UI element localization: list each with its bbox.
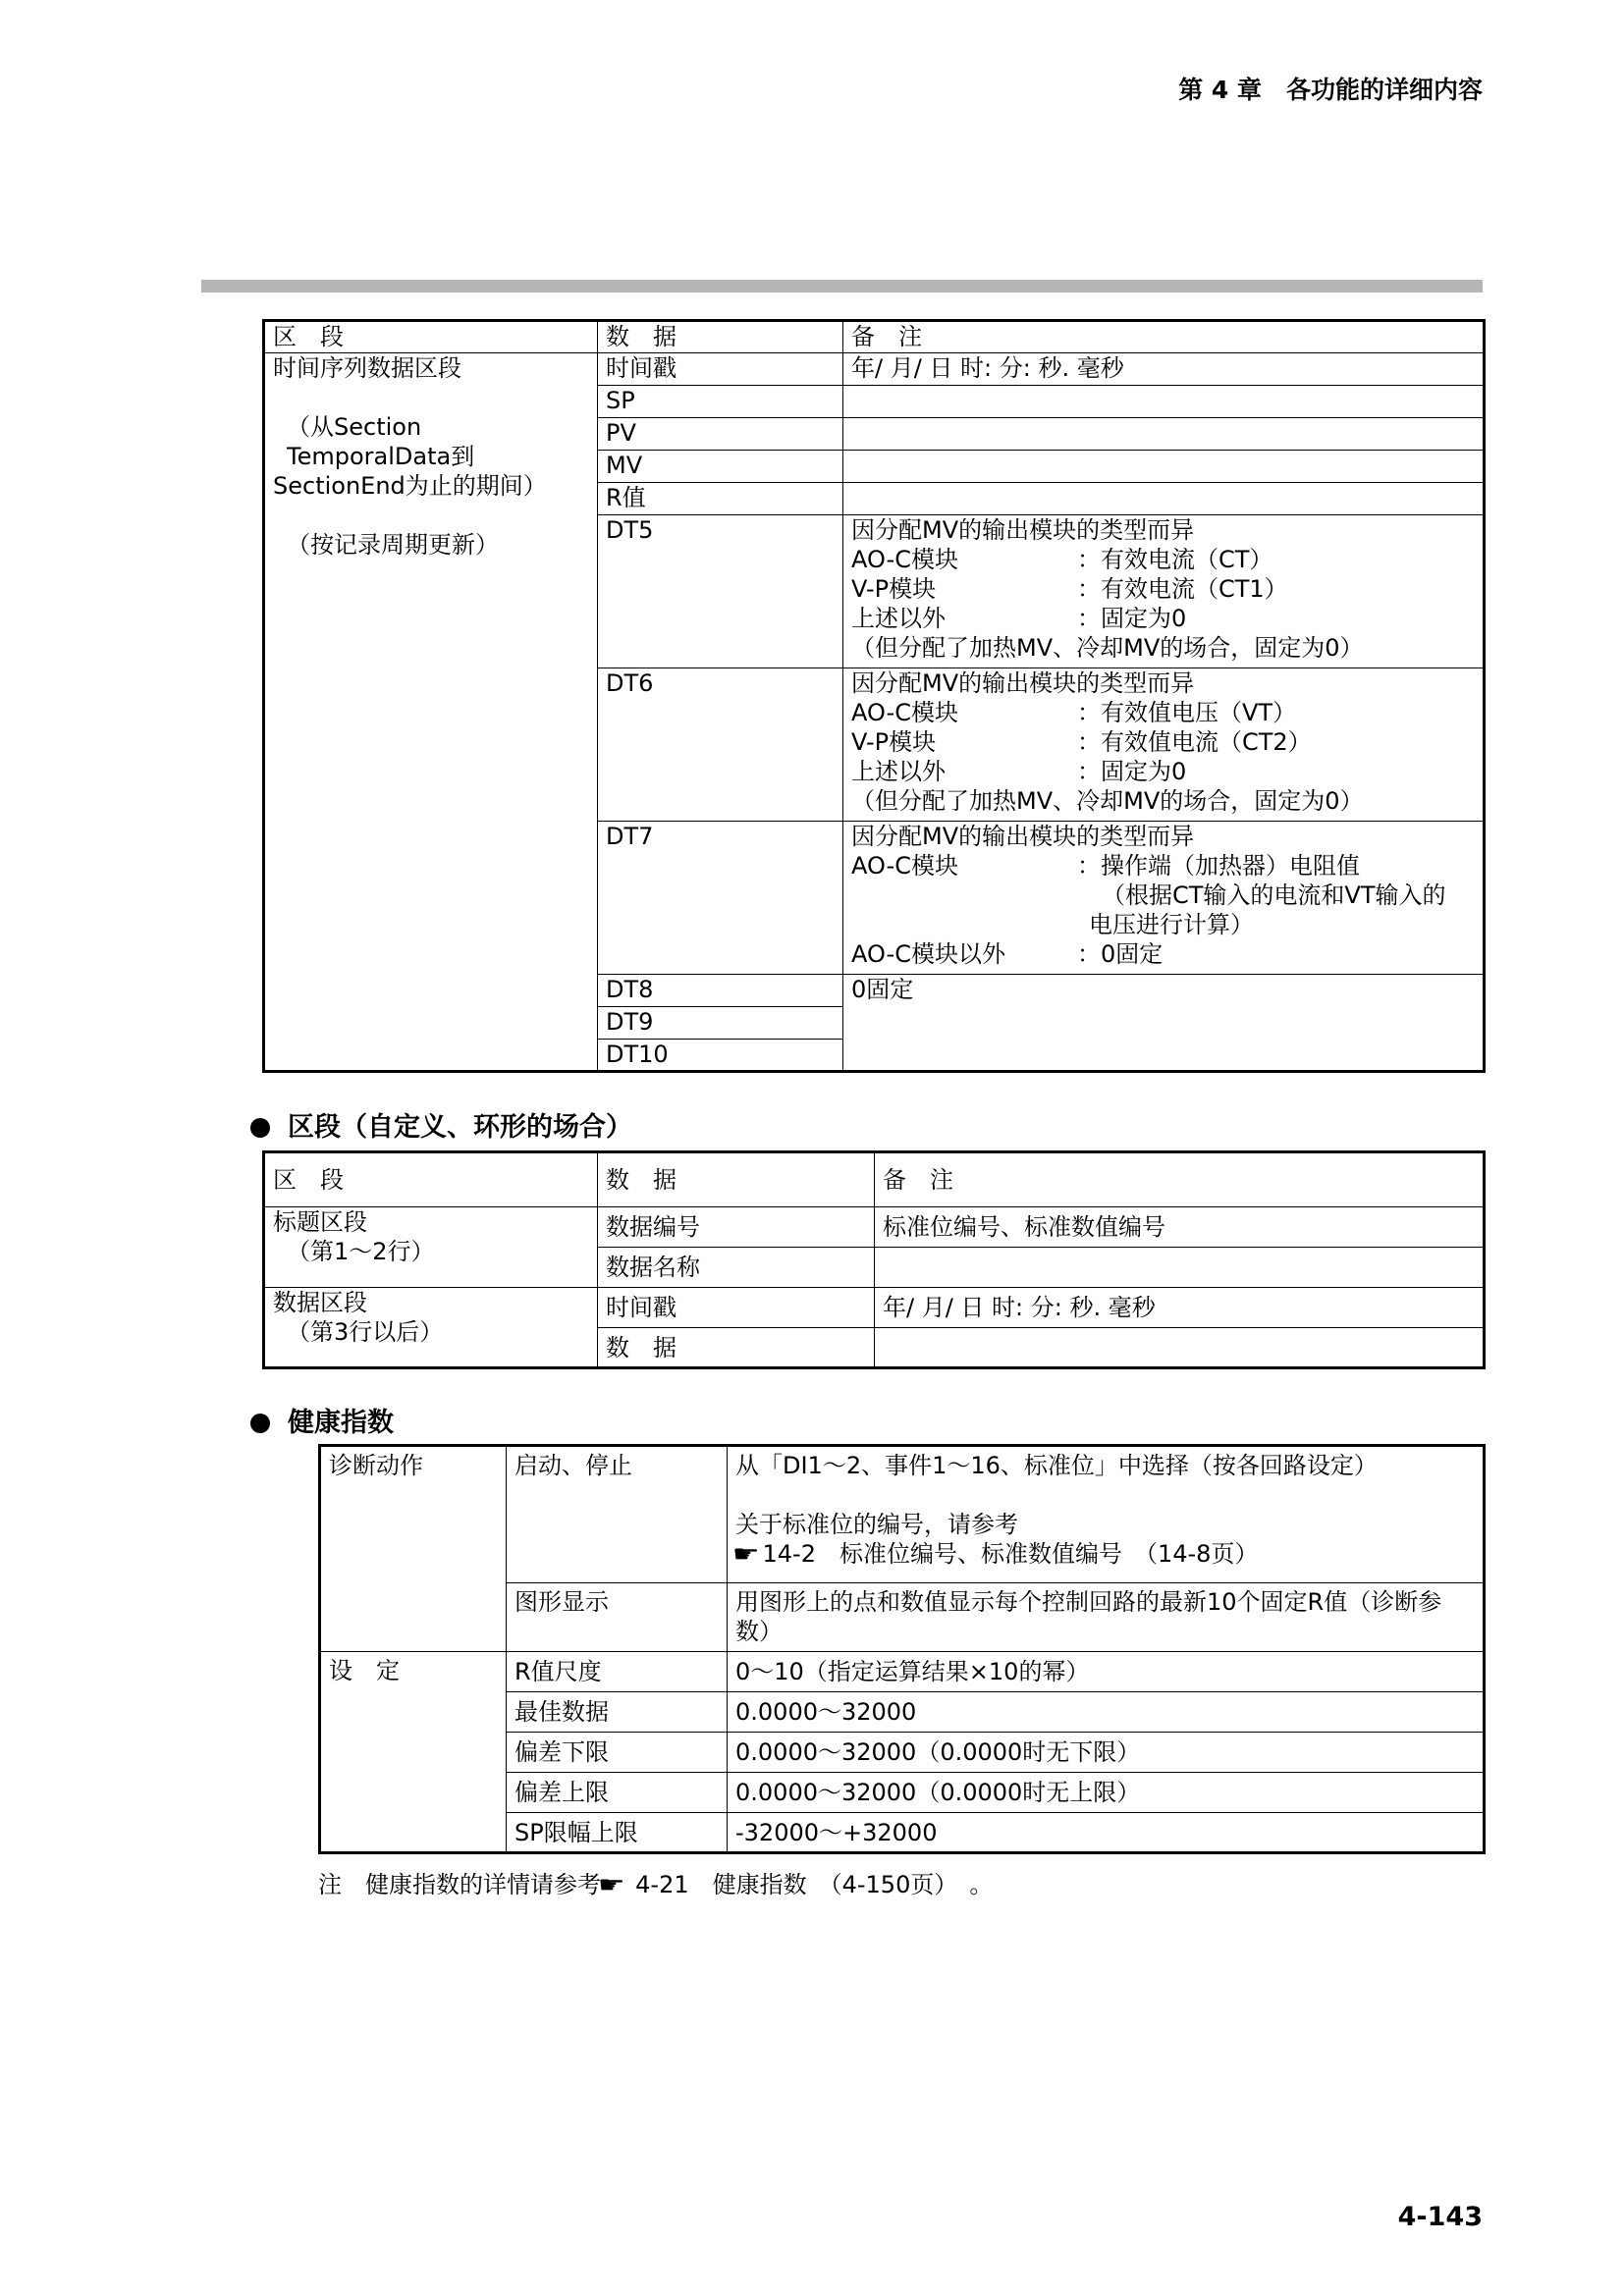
section-title: [250, 1401, 394, 1439]
desc-cell: 用图形上的点和数值显示每个控制回路的最新10个固定R值（诊断参数）: [728, 1583, 1485, 1652]
data-cell: 数据编号: [598, 1207, 875, 1248]
module-value: ：操作端（加热器）电阻值: [1077, 852, 1360, 880]
section-cell: [264, 353, 598, 1072]
section-cell: [264, 1207, 598, 1288]
header-cell: 数 据: [598, 1152, 875, 1207]
pointing-hand-icon: ☛: [597, 1871, 625, 1898]
desc-cell: 0.0000～32000（0.0000时无下限）: [728, 1733, 1485, 1773]
data-cell: PV: [598, 418, 843, 451]
footnote-reference[interactable]: 4-21 健康指数 （4-150页） 。: [627, 1871, 994, 1898]
header-cell: 数 据: [598, 321, 843, 353]
item-cell: SP限幅上限: [507, 1813, 728, 1853]
desc-cell: 0.0000～32000: [728, 1692, 1485, 1733]
reference-line: [731, 1539, 1475, 1569]
module-value: ：有效电流（CT1）: [1077, 575, 1288, 603]
section-range: （从Section TemporalData到: [287, 413, 475, 470]
section-title-text: 健康指数: [288, 1408, 394, 1438]
module-name: AO-C模块: [851, 699, 958, 726]
section-name: 标题区段: [273, 1208, 367, 1236]
chapter-header: 第 4 章 各功能的详细内容: [1178, 76, 1483, 104]
table-row: [320, 1652, 1485, 1692]
desc-cell: 0～10（指定运算结果×10的幂）: [728, 1652, 1485, 1692]
module-name: 上述以外: [851, 758, 946, 785]
item-cell: R值尺度: [507, 1652, 728, 1692]
remark-cell: [843, 515, 1485, 668]
remark-cell: [843, 451, 1485, 483]
desc-cell: -32000～+32000: [728, 1813, 1485, 1853]
pointing-hand-icon: ☛: [731, 1540, 760, 1568]
data-cell: SP: [598, 386, 843, 418]
reference-text[interactable]: 14-2 标准位编号、标准数值编号 （14-8页）: [762, 1540, 1259, 1568]
data-cell: 数 据: [598, 1328, 875, 1368]
module-value-cont: 电压进行计算）: [1089, 911, 1254, 938]
section-range: SectionEnd为止的期间）: [273, 472, 547, 500]
header-cell: 区 段: [264, 321, 598, 353]
item-cell: 图形显示: [507, 1583, 728, 1652]
table-row: [264, 1288, 1485, 1328]
health-index-table: [318, 1444, 1486, 1854]
module-name: AO-C模块: [851, 852, 958, 880]
header-cell: 区 段: [264, 1152, 598, 1207]
data-cell: DT5: [598, 515, 843, 668]
temporal-data-table: [262, 319, 1486, 1073]
module-name: V-P模块: [851, 728, 937, 756]
item-cell: 启动、停止: [507, 1446, 728, 1583]
module-value: ：有效值电压（VT）: [1077, 699, 1297, 726]
table-header-row: [264, 321, 1485, 353]
table-row: [320, 1446, 1485, 1583]
module-name: AO-C模块: [851, 546, 958, 573]
remark-cell: 标准位编号、标准数值编号: [875, 1207, 1485, 1248]
remark-cell: 0固定: [843, 975, 1485, 1072]
remark-cell: 年/ 月/ 日 时: 分: 秒. 毫秒: [875, 1288, 1485, 1328]
custom-section-table: [262, 1150, 1486, 1369]
data-cell: DT8: [598, 975, 843, 1007]
data-cell: DT10: [598, 1040, 843, 1072]
desc-cell: [728, 1446, 1485, 1583]
section-range: （第3行以后）: [287, 1318, 444, 1346]
data-cell: MV: [598, 451, 843, 483]
item-cell: 最佳数据: [507, 1692, 728, 1733]
remark-cell: [875, 1248, 1485, 1288]
section-name: 数据区段: [273, 1289, 367, 1316]
remark-cell: [843, 668, 1485, 822]
remark-intro: 因分配MV的输出模块的类型而异: [851, 669, 1195, 697]
bullet-icon: [250, 1414, 270, 1433]
bullet-icon: [250, 1118, 270, 1138]
page-number: 4-143: [1397, 2202, 1483, 2232]
header-cell: 备 注: [843, 321, 1485, 353]
header-cell: 备 注: [875, 1152, 1485, 1207]
data-cell: DT9: [598, 1007, 843, 1040]
remark-cell: [843, 822, 1485, 975]
data-cell: R值: [598, 483, 843, 515]
table-row: [264, 353, 1485, 386]
remark-cell: [843, 386, 1485, 418]
module-name: V-P模块: [851, 575, 937, 603]
module-value: ：有效电流（CT）: [1077, 546, 1273, 573]
module-value: ：0固定: [1077, 940, 1164, 968]
data-cell: 时间戳: [598, 1288, 875, 1328]
data-cell: 数据名称: [598, 1248, 875, 1288]
module-name: AO-C模块以外: [851, 940, 1005, 968]
data-cell: 时间戳: [598, 353, 843, 386]
section-name: 时间序列数据区段: [273, 354, 461, 382]
section-range: （第1～2行）: [287, 1238, 435, 1265]
remark-intro: 因分配MV的输出模块的类型而异: [851, 516, 1195, 544]
footnote-text: 注 健康指数的详情请参考: [318, 1871, 601, 1898]
module-name: 上述以外: [851, 605, 946, 632]
module-value: ：固定为0: [1077, 758, 1187, 785]
desc-text: 从「DI1～2、事件1～16、标准位」中选择（按各回路设定）: [735, 1452, 1378, 1479]
category-cell: 诊断动作: [320, 1446, 507, 1652]
remark-note: （但分配了加热MV、冷却MV的场合，固定为0）: [851, 787, 1364, 815]
footnote: [318, 1865, 993, 1899]
category-cell: 设 定: [320, 1652, 507, 1853]
data-cell: DT6: [598, 668, 843, 822]
table-row: [264, 1207, 1485, 1248]
header-rule: [201, 280, 1483, 293]
desc-cell: 0.0000～32000（0.0000时无上限）: [728, 1773, 1485, 1813]
item-cell: 偏差上限: [507, 1773, 728, 1813]
module-value-cont: （根据CT输入的电流和VT输入的: [1102, 881, 1446, 909]
remark-cell: [875, 1328, 1485, 1368]
item-cell: 偏差下限: [507, 1733, 728, 1773]
remark-note: （但分配了加热MV、冷却MV的场合，固定为0）: [851, 634, 1364, 662]
section-cell: [264, 1288, 598, 1368]
remark-cell: [843, 483, 1485, 515]
desc-text: 关于标准位的编号，请参考: [735, 1511, 1018, 1538]
section-update: （按记录周期更新）: [287, 531, 499, 559]
section-title: [250, 1105, 632, 1144]
remark-intro: 因分配MV的输出模块的类型而异: [851, 823, 1195, 850]
table-header-row: [264, 1152, 1485, 1207]
section-title-text: 区段（自定义、环形的场合）: [288, 1112, 632, 1143]
data-cell: DT7: [598, 822, 843, 975]
remark-cell: 年/ 月/ 日 时: 分: 秒. 毫秒: [843, 353, 1485, 386]
remark-cell: [843, 418, 1485, 451]
module-value: ：固定为0: [1077, 605, 1187, 632]
module-value: ：有效值电流（CT2）: [1077, 728, 1312, 756]
